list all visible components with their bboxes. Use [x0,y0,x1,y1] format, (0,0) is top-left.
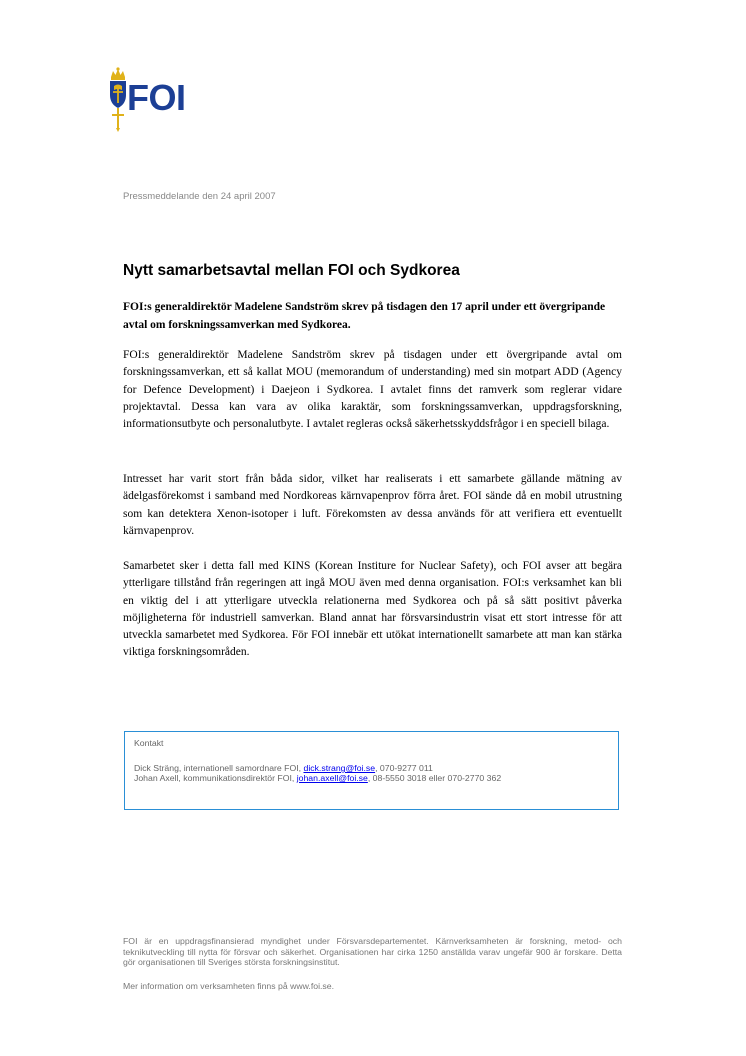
article-paragraph-3: Samarbetet sker i detta fall med KINS (Korean Institure for Nuclear Safety), och FOI avser att begära ytterligare tillstånd från regeringen att ingå MOU även med denna organisation. FOI:s verksamhet kan bli en viktig del i att ytterligare utveckla relationerna med Sydkorea och på så sätt positivt påverka möjligheterna för industriell samverkan. Bland annat har försvarsindustrin visat ett stort intresse för att utveckla samarbetet med Sydkorea. För FOI innebär ett utökat internationellt samarbete att man kan stärka viktiga forskningsområden. [123,560,622,659]
article-lead: FOI:s generaldirektör Madelene Sandström skrev på tisdagen den 17 april under ett övergripande avtal om forskningssamverkan med Sydkorea. [123,301,606,331]
article-paragraph-1: FOI:s generaldirektör Madelene Sandström skrev på tisdagen under ett övergripande avtal om forskningssamverkan, ett så kallat MOU (memorandum of understanding) med sin motpart ADD (Agency for Defence Development) i Daejeon i Sydkorea. I avtalet finns det ramverk som reglerar vidare projektavtal. Dessa kan vara av olika karaktär, som forskningssamverkan, uppdragsforskning, informationsutbyte och personalutbyte. I avtalet regleras också säkerhetsskyddsfrågor i en speciell bilaga. [123,349,622,431]
contact-phone: , 08-5550 3018 eller 070-2770 362 [367,773,502,783]
footer-more-info: Mer information om verksamheten finns på www.foi.se. [123,981,334,991]
contact-text: Dick Sträng, internationell samordnare FOI, [134,763,304,773]
email-link-dick[interactable]: dick.strang@foi.se [303,763,376,773]
article-paragraph-2: Intresset har varit stort från båda sidor, vilket har realiserats i ett samarbete gällande mätning av ädelgasförekomst i samband med Nordkoreas kärnvapenprov förra året. FOI sände då en mobil utrustning som kan detektera Xenon-isotoper i luft. Förekomsten av dessa används för att verifiera ett eventuellt kärnvapenprov. [123,473,622,537]
press-release-date: Pressmeddelande den 24 april 2007 [123,191,276,202]
contact-text: Johan Axell, kommunikationsdirektör FOI, [134,773,297,783]
logo-wordmark: FOI [127,77,186,118]
article-title: Nytt samarbetsavtal mellan FOI och Sydkorea [123,262,460,279]
contact-phone: , 070-9277 011 [375,763,433,773]
email-link-johan[interactable]: johan.axell@foi.se [296,773,368,783]
contact-heading: Kontakt [134,738,164,748]
contact-box [124,731,619,810]
foi-logo [106,66,206,132]
footer-about: FOI är en uppdragsfinansierad myndighet under Försvarsdepartementet. Kärnverksamheten är forskning, metod- och teknikutveckling till nytta för försvar och säkerhet. Organisationen har cirka 1250 anställda varav ungefär 900 är forskare. Detta gör organisationen till Sveriges största forskningsinstitut. [123,936,622,968]
contact-line-johan [134,773,501,783]
contact-line-dick [134,763,433,773]
